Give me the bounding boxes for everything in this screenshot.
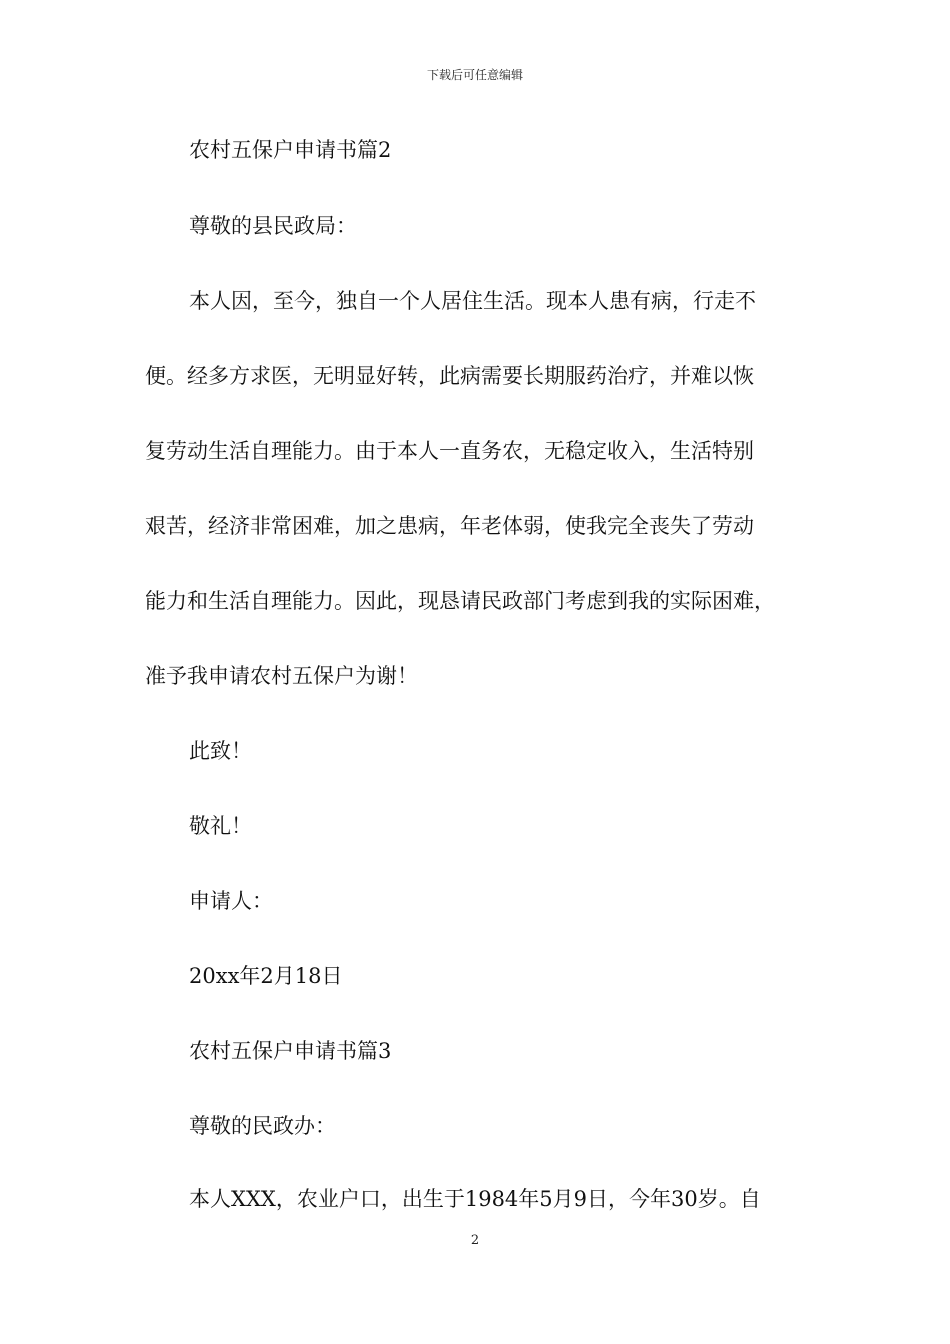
closing-line: 此致！ [189,739,252,763]
paragraph-line: 便。经多方求医，无明显好转，此病需要长期服药治疗，并难以恢 [145,364,754,388]
paragraph-line: 本人XXX，农业户口，出生于1984年5月9日，今年30岁。自 [189,1187,761,1211]
header-note: 下载后可任意编辑 [426,68,523,82]
date-line: 20xx年2月18日 [189,964,343,988]
paragraph-line: 艰苦，经济非常困难，加之患病，年老体弱，使我完全丧失了劳动 [145,514,754,538]
paragraph-line: 能力和生活自理能力。因此，现恳请民政部门考虑到我的实际困难， [145,589,775,613]
closing-line: 敬礼！ [189,814,252,838]
section-title-2: 农村五保户申请书篇2 [189,138,392,162]
salutation-1: 尊敬的县民政局： [189,214,357,238]
paragraph-line: 本人因，至今，独自一个人居住生活。现本人患有病，行走不 [189,289,756,313]
paragraph-line: 复劳动生活自理能力。由于本人一直务农，无稳定收入，生活特别 [145,439,754,463]
salutation-2: 尊敬的民政办： [189,1114,336,1138]
applicant-label: 申请人： [189,889,273,913]
section-title-3: 农村五保户申请书篇3 [189,1039,392,1063]
page-number: 2 [470,1233,480,1248]
paragraph-line: 准予我申请农村五保户为谢！ [145,664,418,688]
